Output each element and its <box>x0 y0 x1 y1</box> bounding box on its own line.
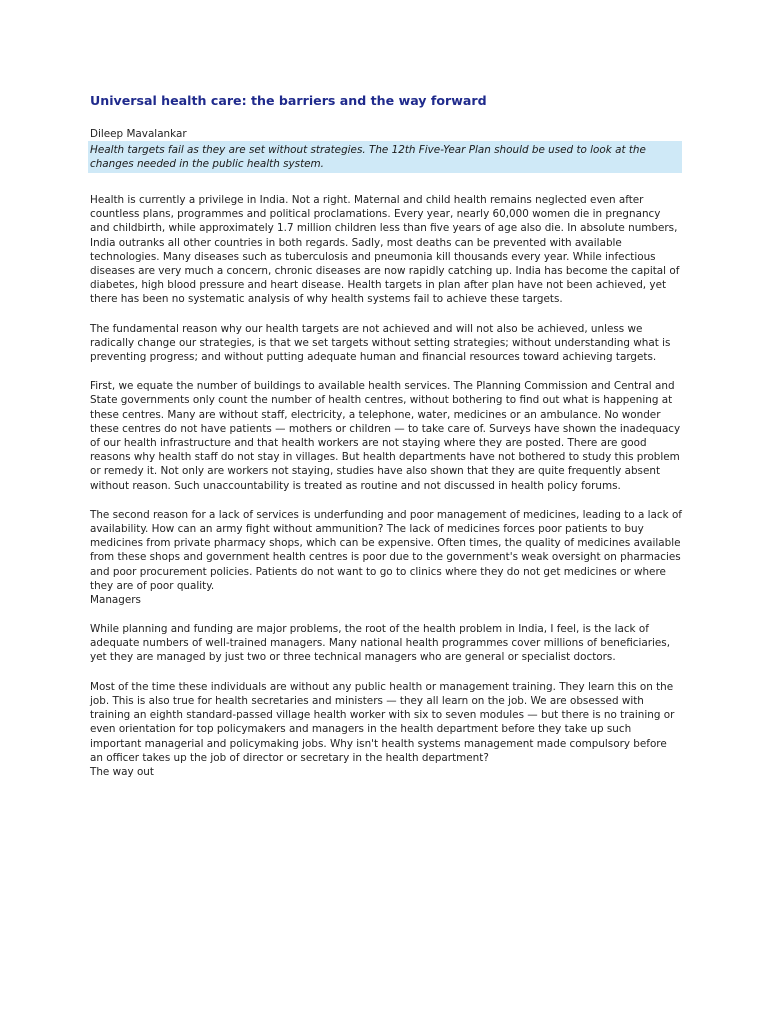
paragraph: The second reason for a lack of services is underfunding and poor management of medicines, leading to a lack of availability. How can an army fight without ammunition? The lack of medicines forces poor patients to buy medicines from private pharmacy shops, which can be expensive. Often times, the quality of medicines available from these shops and government health centres is poor due to the government's weak oversight on pharmacies and poor procurement policies. Patients do not want to go to clinics where they do not get medicines or where they are of poor quality. <box>90 508 682 592</box>
paragraph: First, we equate the number of buildings to available health services. The Planning Commission and Central and State governments only count the number of health centres, without bothering to find out what is happening at these centres. Many are without staff, electricity, a telephone, water, medicines or an ambulance. No wonder these centres do not have patients — mothers or children — to take care of. Surveys have shown the inadequacy of our health infrastructure and that health workers are not staying where they are posted. There are good reasons why health staff do not stay in villages. But health departments have not bothered to study this problem or remedy it. Not only are workers not staying, studies have also shown that they are quite frequently absent without reason. Such unaccountability is treated as routine and not discussed in health policy forums. <box>90 380 681 492</box>
paragraph: Health is currently a privilege in India. Not a right. Maternal and child health remains neglected even after countless plans, programmes and political proclamations. Every year, nearly 60,000 women die in pregnancy and childbirth, while approximately 1.7 million children less than five years of age also die. In absolute numbers, India outranks all other countries in both regards. Sadly, most deaths can be prevented with available technologies. Many diseases such as tuberculosis and pneumonia kill thousands every year. While infectious diseases are very much a concern, chronic diseases are now rapidly catching up. India has become the capital of diabetes, high blood pressure and heart disease. Health targets in plan after plan have not been achieved, yet there has been no systematic analysis of why health systems fail to achieve these targets. <box>90 194 680 306</box>
paragraph: Most of the time these individuals are without any public health or management training. They learn this on the job. This is also true for health secretaries and ministers — they all learn on the job. We are obsessed with training an eighth standard-passed village health worker with six to seven modules — but there is no training or even orientation for top policymakers and managers in the health department before they take up such important managerial and policymaking jobs. Why isn't health systems management made compulsory before an officer takes up the job of director or secretary in the health department? <box>90 680 675 764</box>
subheading-way-out: The way out <box>90 765 154 778</box>
article <box>90 92 682 779</box>
author-byline: Dileep Mavalankar <box>90 128 187 140</box>
subheading-managers: Managers <box>90 594 141 607</box>
standfirst: Health targets fail as they are set without strategies. The 12th Five-Year Plan should be used to look at the changes needed in the public health system. <box>88 141 682 173</box>
paragraph: While planning and funding are major problems, the root of the health problem in India, I feel, is the lack of adequate numbers of well-trained managers. Many national health programmes cover millions of beneficiaries, yet they are managed by just two or three technical managers who are general or specialist doctors. <box>90 623 671 664</box>
paragraph: The fundamental reason why our health targets are not achieved and will not also be achieved, unless we radically change our strategies, is that we set targets without setting strategies; without understanding what is preventing progress; and without putting adequate human and financial resources toward achieving targets. <box>90 322 671 364</box>
article-title: Universal health care: the barriers and the way forward <box>90 93 487 108</box>
